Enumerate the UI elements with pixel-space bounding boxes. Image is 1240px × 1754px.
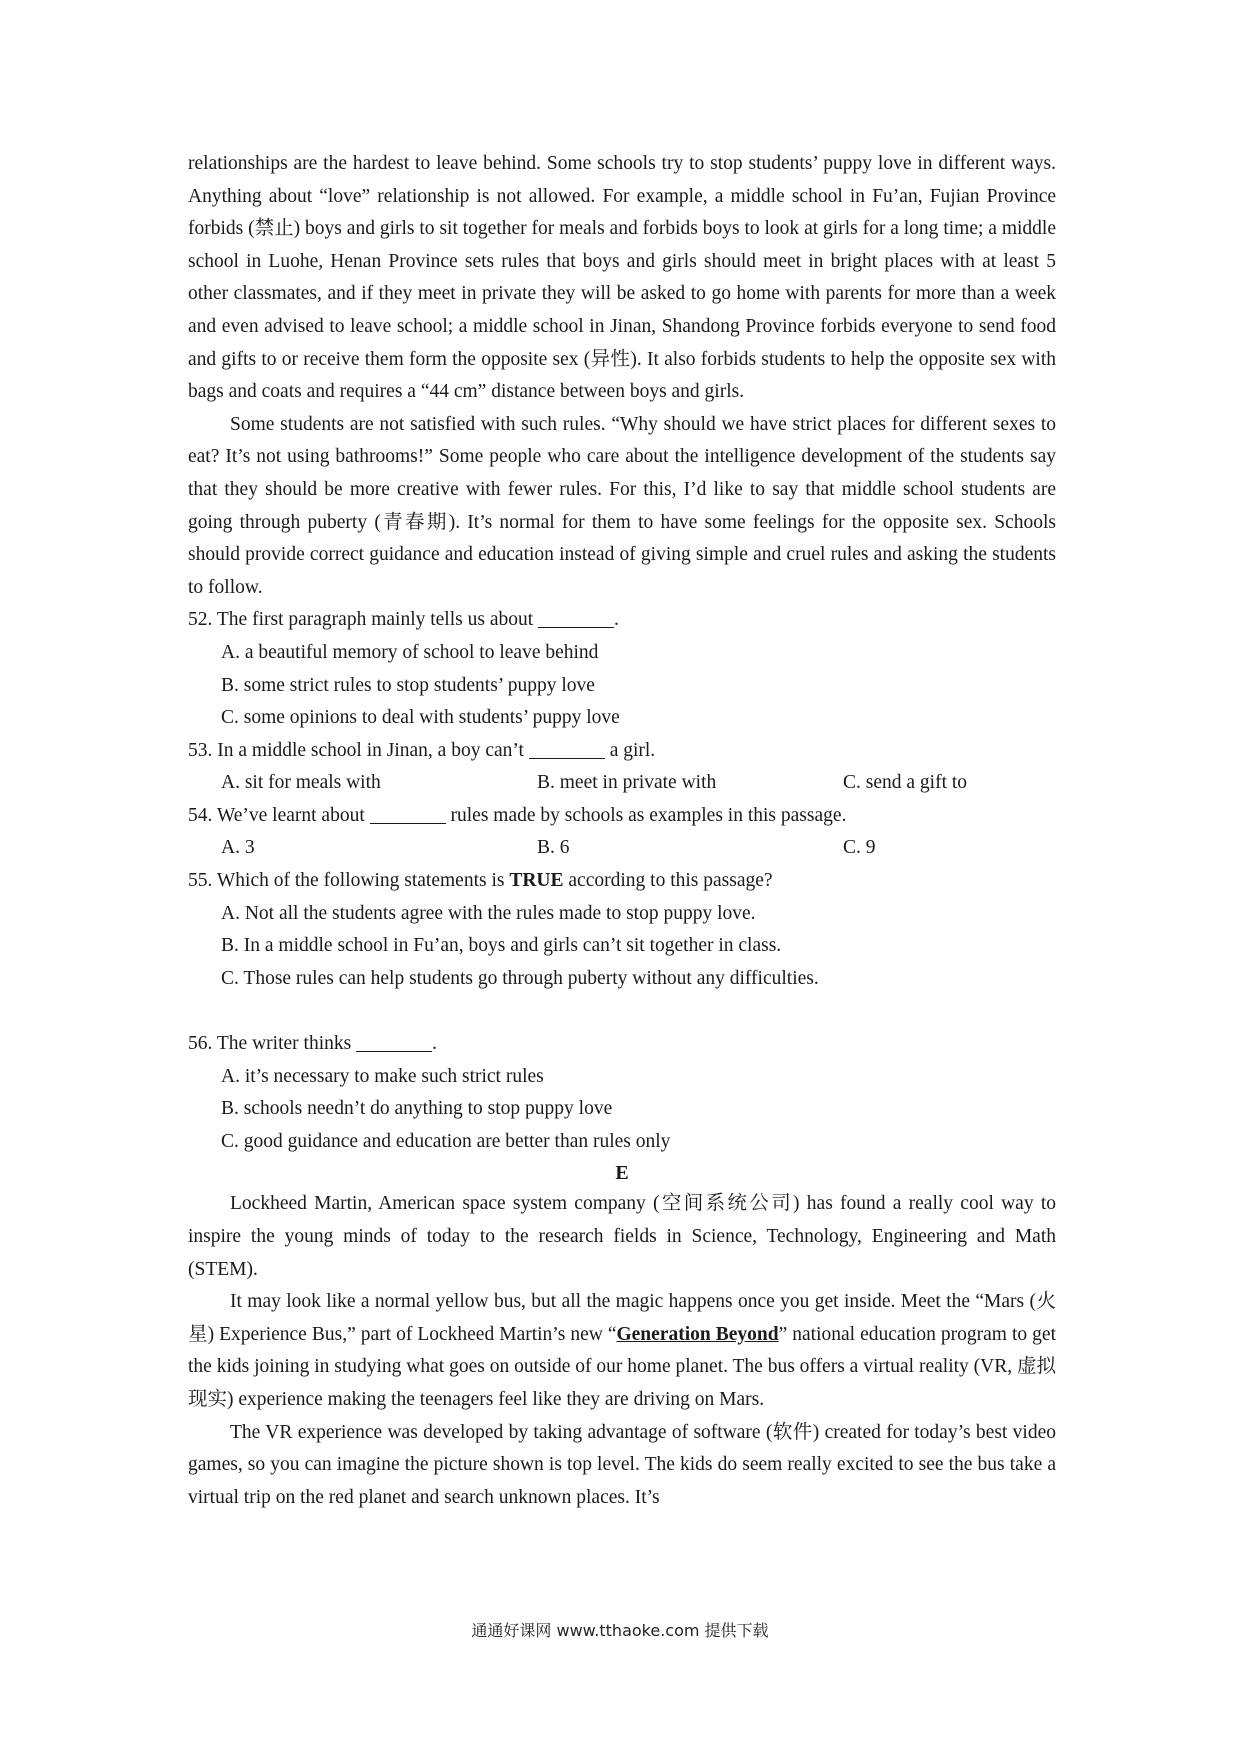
question-54-option-a: A. 3: [221, 837, 255, 859]
passage-d-paragraph-1: relationships are the hardest to leave behind. Some schools try to stop students’ puppy love in different ways. Anything about “love” relationship is not allowed. For example, a middle school in Fu’an, Fujian Province forbids (禁止) boys and girls to sit together for meals and forbids boys to look at girls for a long time; a middle school in Luohe, Henan Province sets rules that boys and girls should meet in bright places with at least 5 other classmates, and if they meet in private they will be asked to go home with parents for more than a week and even advised to leave school; a middle school in Jinan, Shandong Province forbids everyone to send food and gifts to or receive them form the opposite sex (异性). It also forbids students to help the opposite sex with bags and coats and requires a “44 cm” distance between boys and girls.: [188, 153, 1056, 403]
passage-e-paragraph-2-end: ” national education program to get the kids joining in studying what goes on outside of our home planet. The bus offers a virtual reality (VR, 虚拟现实) experience making the teenagers feel like they are driving on Mars.: [188, 1323, 1056, 1410]
question-55-text: 55. Which of the following statements is: [188, 870, 510, 892]
question-54-text: 54. We’ve learnt about: [188, 804, 370, 826]
exam-page: [188, 148, 1056, 1514]
answer-blank: [370, 803, 446, 824]
passage-e-paragraph-2-start: It may look like a normal yellow bus, but all the magic happens once you get inside. Meet the “Mars (火星) Experience Bus,” part of Lockheed Martin’s new “: [188, 1291, 1056, 1345]
question-52-end: .: [614, 609, 619, 631]
question-55-option-a: A. Not all the students agree with the rules made to stop puppy love.: [221, 902, 756, 924]
question-55: [188, 865, 1056, 898]
passage-d-paragraph-2: Some students are not satisfied with such rules. “Why should we have strict places for different sexes to eat? It’s not using bathrooms!” Some people who care about the intelligence development of the students say that they should be more creative with fewer rules. For this, I’d like to say that middle school students are going through puberty (青春期). It’s normal for them to have some feelings for the opposite sex. Schools should provide correct guidance and education instead of giving simple and cruel rules and asking the students to follow.: [188, 413, 1056, 598]
question-56-end: .: [432, 1033, 437, 1055]
passage-e-title: E: [615, 1162, 629, 1185]
question-55-option-b: B. In a middle school in Fu’an, boys and girls can’t sit together in class.: [221, 935, 782, 957]
question-52-text: 52. The first paragraph mainly tells us about: [188, 609, 539, 631]
question-56: [188, 1028, 1056, 1061]
question-54-end: rules made by schools as examples in this passage.: [445, 804, 847, 826]
question-53: [188, 735, 1056, 768]
passage-e-paragraph-3: The VR experience was developed by taking advantage of software (软件) created for today’s best video games, so you can imagine the picture shown is top level. The kids do seem really excited to see the bus take a virtual trip on the red planet and search unknown places. It’s: [188, 1421, 1056, 1508]
question-52-option-a: A. a beautiful memory of school to leave behind: [221, 641, 599, 663]
answer-blank: [529, 738, 605, 759]
question-54-options: [188, 832, 1056, 865]
question-53-option-a: A. sit for meals with: [221, 772, 381, 794]
question-52-option-c: C. some opinions to deal with students’ puppy love: [221, 707, 620, 729]
question-53-text: 53. In a middle school in Jinan, a boy can’t: [188, 739, 529, 761]
question-53-option-b: B. meet in private with: [537, 772, 717, 794]
spacer: [188, 995, 1056, 1028]
answer-blank: [356, 1032, 432, 1053]
passage-e-paragraph-2: [188, 1286, 1056, 1416]
question-56-option-a: A. it’s necessary to make such strict rules: [221, 1065, 544, 1087]
question-53-end: a girl.: [604, 739, 656, 761]
question-53-options: [188, 767, 1056, 800]
question-56-text: 56. The writer thinks: [188, 1033, 357, 1055]
question-55-emphasis: TRUE: [509, 870, 564, 892]
passage-e-paragraph-1: Lockheed Martin, American space system company (空间系统公司) has found a really cool way to inspire the young minds of today to the research fields in Science, Technology, Engineering and Math (STEM).: [188, 1193, 1056, 1280]
question-55-option-c: C. Those rules can help students go through puberty without any difficulties.: [221, 967, 819, 989]
page-footer: 通通好课网 www.tthaoke.com 提供下载: [471, 1621, 769, 1640]
question-52-option-b: B. some strict rules to stop students’ puppy love: [221, 674, 595, 696]
question-54: [188, 800, 1056, 833]
answer-blank: [538, 608, 614, 629]
question-54-option-b: B. 6: [537, 837, 570, 859]
question-56-option-c: C. good guidance and education are better than rules only: [221, 1130, 671, 1152]
question-53-option-c: C. send a gift to: [843, 772, 968, 794]
question-55-end: according to this passage?: [563, 870, 773, 892]
question-56-option-b: B. schools needn’t do anything to stop puppy love: [221, 1098, 613, 1120]
question-54-option-c: C. 9: [843, 837, 876, 859]
question-52: [188, 604, 1056, 637]
generation-beyond-link[interactable]: Generation Beyond: [616, 1323, 779, 1345]
